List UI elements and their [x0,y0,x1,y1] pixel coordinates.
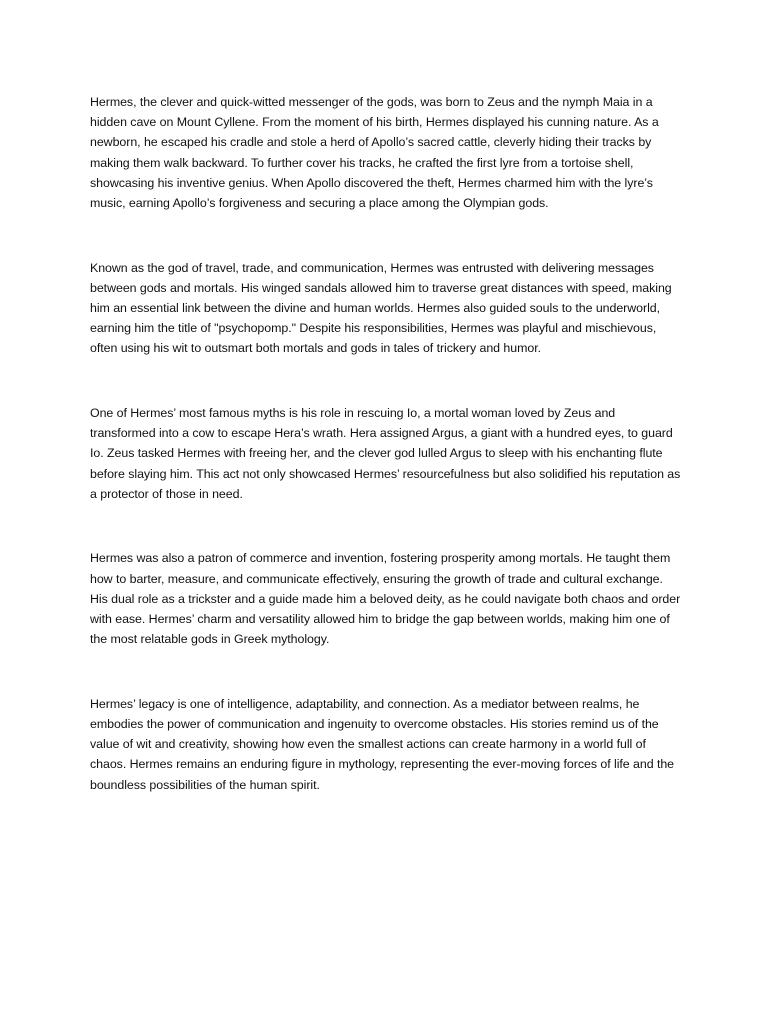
paragraph-god-of-travel: Known as the god of travel, trade, and communication, Hermes was entrusted with delivering messages between gods and mortals. His winged sandals allowed him to traverse great distances with speed, making him an essential link between the divine and human worlds. Hermes also guided souls to the underworld, earning him the title of "psychopomp." Despite his responsibilities, Hermes was playful and mischievous, often using his wit to outsmart both mortals and gods in tales of trickery and humor. [90,260,672,356]
paragraph-patron-of-commerce: Hermes was also a patron of commerce and invention, fostering prosperity among mortals. He taught them how to barter, measure, and communicate effectively, ensuring the growth of trade and cultural exchange. His dual role as a trickster and a guide made him a beloved deity, as he could navigate both chaos and order with ease. Hermes’ charm and versatility allowed him to bridge the gap between worlds, making him one of the most relatable gods in Greek mythology. [90,551,681,647]
paragraph-legacy: Hermes’ legacy is one of intelligence, adaptability, and connection. As a mediator between realms, he embodies the power of communication and ingenuity to overcome obstacles. His stories remind us of the value of wit and creativity, showing how even the smallest actions can create harmony in a world full of chaos. Hermes remains an enduring figure in mythology, representing the ever-moving forces of life and the boundless possibilities of the human spirit. [90,696,675,792]
paragraph-rescue-of-io: One of Hermes’ most famous myths is his role in rescuing Io, a mortal woman loved by Zeus and transformed into a cow to escape Hera’s wrath. Hera assigned Argus, a giant with a hundred eyes, to guard Io. Zeus tasked Hermes with freeing her, and the clever god lulled Argus to sleep with his enchanting flute before slaying him. This act not only showcased Hermes’ resourcefulness but also solidified his reputation as a protector of those in need. [90,406,681,501]
document-body [90,92,682,795]
paragraph-birth-of-hermes: Hermes, the clever and quick-witted messenger of the gods, was born to Zeus and the nymph Maia in a hidden cave on Mount Cyllene. From the moment of his birth, Hermes displayed his cunning nature. As a newborn, he escaped his cradle and stole a herd of Apollo’s sacred cattle, cleverly hiding their tracks by making them walk backward. To further cover his tracks, he crafted the first lyre from a tortoise shell, showcasing his inventive genius. When Apollo discovered the theft, Hermes charmed him with the lyre’s music, earning Apollo’s forgiveness and securing a place among the Olympian gods. [90,95,659,211]
